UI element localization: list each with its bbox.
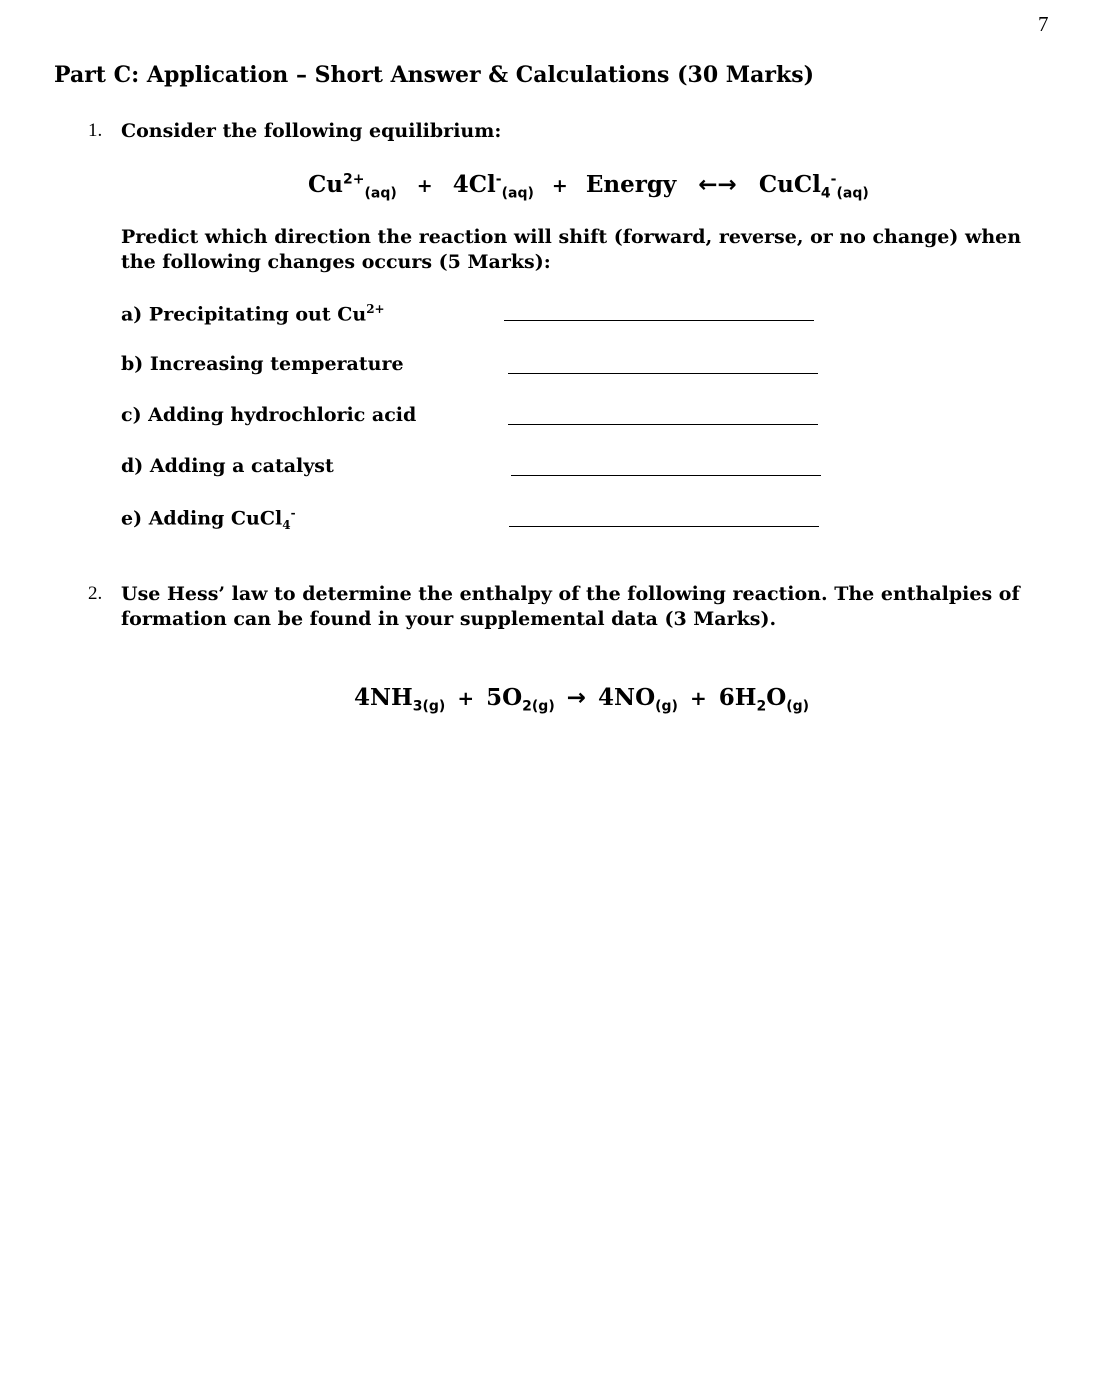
eq-plus-2: + — [551, 175, 568, 197]
eq2-plus-2: + — [689, 686, 707, 710]
answer-line-c[interactable] — [508, 424, 818, 425]
eq-water: $6H_2O_{(g)}$ — [718, 684, 810, 715]
answer-line-a[interactable] — [504, 320, 814, 321]
question-1-number: 1. — [88, 120, 103, 141]
eq-ammonia: $4NH_{3(g)}$ — [354, 684, 446, 715]
question-1-prompt: Consider the following equilibrium: — [121, 120, 502, 142]
question-2-text: Use Hess’ law to determine the enthalpy of the following reaction. The enthalpies of formation can be found in your supplemental data (3 Marks). — [121, 583, 1020, 630]
eq2-plus-1: + — [457, 686, 475, 710]
part-e-label: e) Adding CuCl$_4$- — [121, 506, 296, 533]
part-c-label: c) Adding hydrochloric acid — [121, 404, 417, 426]
eq-plus-1: + — [416, 175, 433, 197]
answer-line-e[interactable] — [509, 526, 819, 527]
eq-chloride-ion: $4Cl^-_{(aq)}$ — [452, 171, 534, 202]
eq-energy: Energy — [585, 171, 677, 198]
equilibrium-equation — [308, 171, 869, 202]
answer-line-d[interactable] — [511, 475, 821, 476]
eq-complex-ion: CuCl$_4$-$_{(aq)}$ — [758, 171, 869, 202]
reaction-arrow-icon: → — [566, 685, 587, 711]
page-number: 7 — [1038, 12, 1049, 36]
hess-law-equation — [354, 684, 809, 715]
eq-copper-ion: $Cu^{2+}_{(aq)}$ — [308, 171, 397, 202]
eq-nitric-oxide: $4NO_{(g)}$ — [598, 684, 678, 715]
part-a-label: a) Precipitating out $Cu^{2+}$ — [121, 302, 385, 326]
answer-line-b[interactable] — [508, 373, 818, 374]
section-heading: Part C: Application – Short Answer & Calculations (30 Marks) — [54, 62, 815, 88]
question-1-instruction: Predict which direction the reaction will shift (forward, reverse, or no change) when the following changes occurs (5 Marks): — [121, 226, 1022, 273]
question-2-number: 2. — [88, 583, 103, 604]
part-b-label: b) Increasing temperature — [121, 353, 404, 375]
equilibrium-arrow-icon: ←→ — [698, 172, 737, 198]
eq-oxygen: $5O_{2(g)}$ — [486, 684, 555, 715]
part-d-label: d) Adding a catalyst — [121, 455, 334, 477]
